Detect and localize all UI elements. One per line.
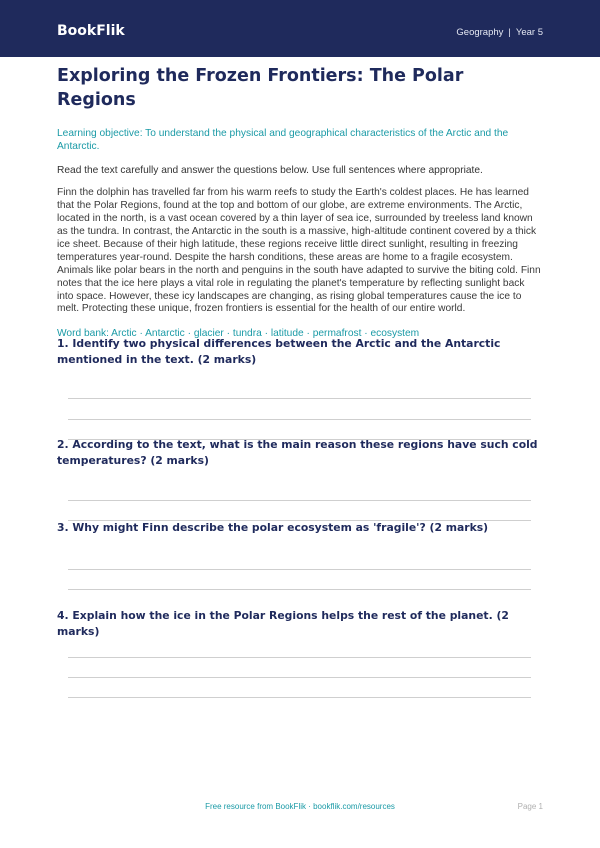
question-3 xyxy=(57,520,543,536)
answer-line[interactable] xyxy=(68,657,531,658)
page-footer xyxy=(0,802,600,814)
meta-separator: | xyxy=(508,27,511,38)
answer-line[interactable] xyxy=(68,398,531,399)
answer-line[interactable] xyxy=(68,419,531,420)
footer-credit-link[interactable]: Free resource from BookFlik · bookflik.com/resources xyxy=(205,802,395,811)
answer-line[interactable] xyxy=(68,569,531,570)
question-1 xyxy=(57,336,543,368)
question-4 xyxy=(57,608,543,640)
question-1-text: 1. Identify two physical differences between the Arctic and the Antarctic mentioned in the text. (2 marks) xyxy=(57,337,501,366)
question-2 xyxy=(57,437,543,469)
page-title: Exploring the Frozen Frontiers: The Polar Regions xyxy=(57,66,464,110)
page-header xyxy=(0,0,600,57)
answer-line[interactable] xyxy=(68,589,531,590)
instructions-text: Read the text carefully and answer the questions below. Use full sentences where appropriate. xyxy=(57,164,483,176)
worksheet-intro xyxy=(57,64,543,341)
subject-label: Geography xyxy=(456,27,504,38)
question-4-text: 4. Explain how the ice in the Polar Regions helps the rest of the planet. (2 marks) xyxy=(57,609,509,638)
word-bank: Word bank: Arctic · Antarctic · glacier · tundra · latitude · permafrost · ecosystem xyxy=(57,328,420,340)
brand-logo[interactable]: BookFlik xyxy=(57,23,125,39)
year-label: Year 5 xyxy=(515,27,543,38)
page-number: Page 1 xyxy=(517,802,543,811)
question-3-text: 3. Why might Finn describe the polar ecosystem as 'fragile'? (2 marks) xyxy=(57,521,489,534)
answer-line[interactable] xyxy=(68,677,531,678)
learning-objective: Learning objective: To understand the physical and geographical characteristics of the Arctic and the Antarctic. xyxy=(57,128,509,153)
subject-year-label xyxy=(456,27,543,38)
question-2-text: 2. According to the text, what is the main reason these regions have such cold temperatures? (2 marks) xyxy=(57,438,538,467)
answer-line[interactable] xyxy=(68,500,531,501)
answer-line[interactable] xyxy=(68,697,531,698)
reading-passage: Finn the dolphin has travelled far from his warm reefs to study the Earth's coldest places. He has learned that the Polar Regions, found at the top and bottom of our globe, are extreme environments. The Arctic, located in the north, is a vast ocean covered by a thin layer of sea ice, surrounded by treeless land known as the tundra. In contrast, the Antarctic in the south is a massive, high-altitude continent covered by a thick ice sheet. Because of their high latitude, these regions receive little direct sunlight, resulting in freezing temperatures year-round. Despite the harsh conditions, these areas are home to a fragile ecosystem. Animals like polar bears in the north and penguins in the south have adapted to survive the biting cold. Finn notes that the ice here plays a vital role in regulating the planet's temperature by reflecting sunlight back into space. However, these icy landscapes are changing, as rising global temperatures cause the ice to melt. Protecting these unique, frozen frontiers is essential for the health of our entire world. xyxy=(57,186,541,315)
